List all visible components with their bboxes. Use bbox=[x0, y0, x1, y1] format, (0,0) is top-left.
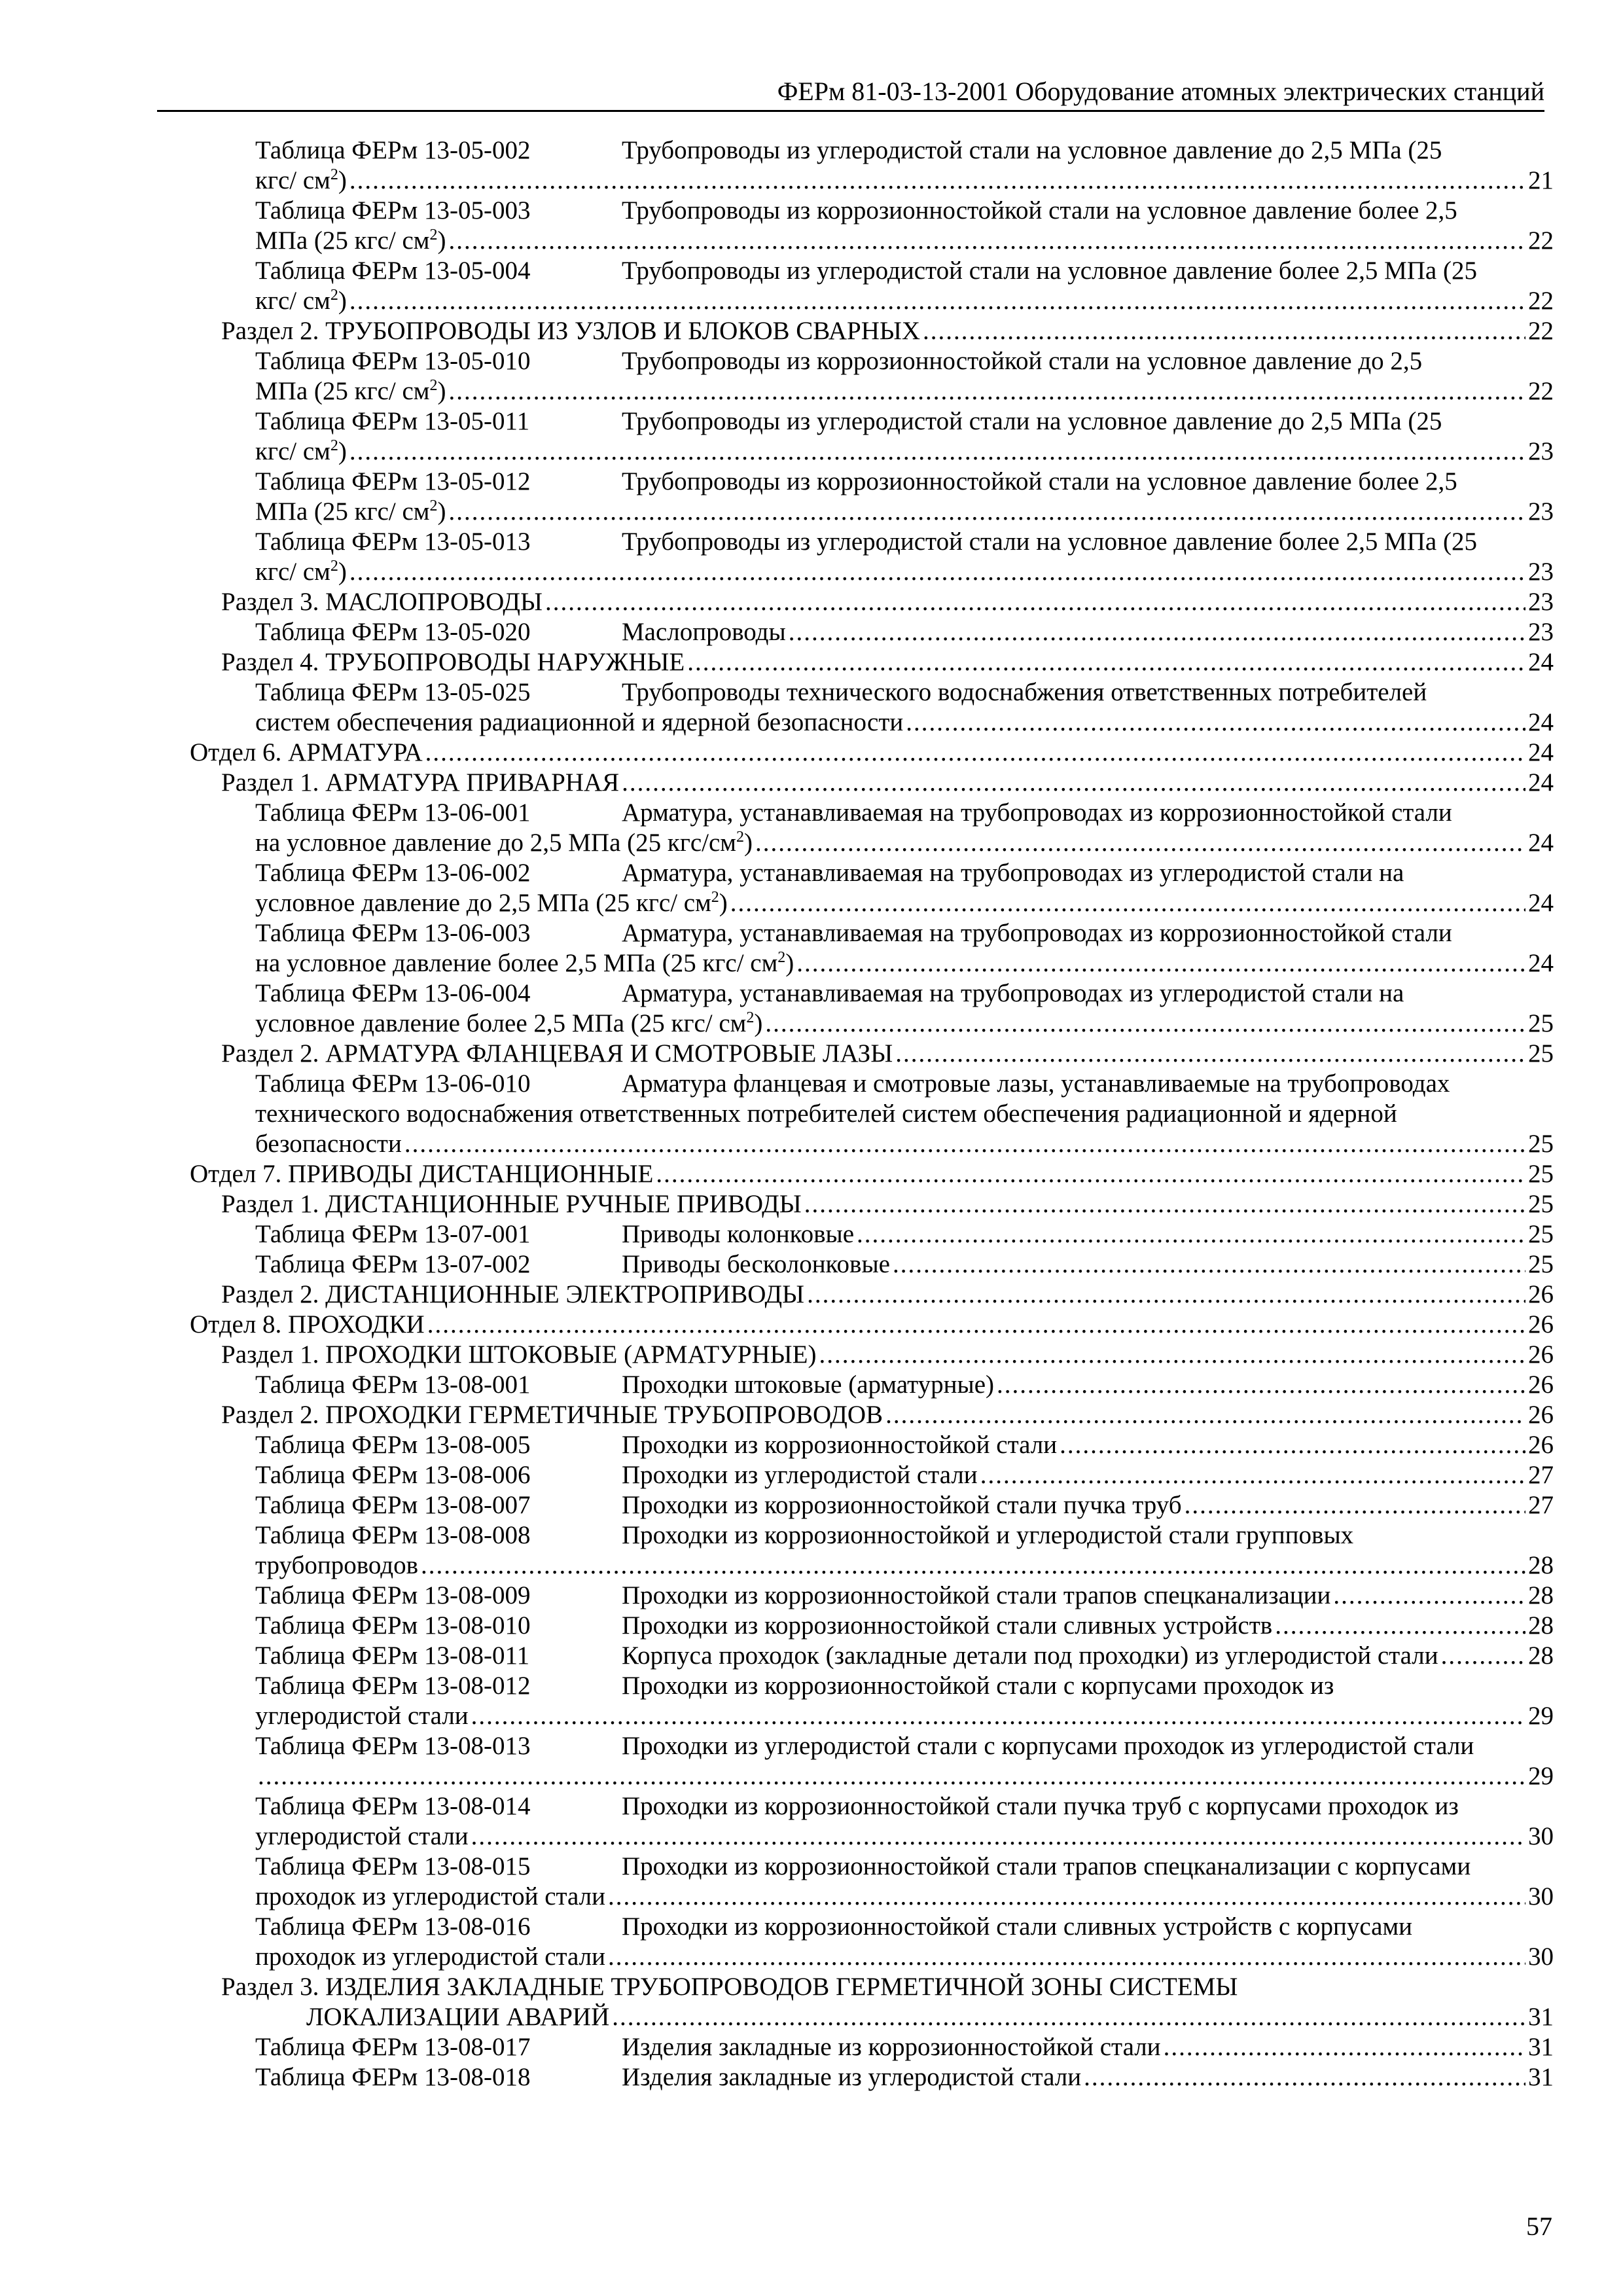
toc-section-entry[interactable] bbox=[190, 1189, 1554, 1219]
toc-leader-line bbox=[221, 1340, 1554, 1370]
toc-entry-text: условное давление более 2,5 МПа (25 кгс/ $см^2$) bbox=[255, 1009, 763, 1037]
toc-entry-text: Маслопроводы bbox=[622, 618, 786, 646]
toc-entry-text: проходок из углеродистой стали bbox=[255, 1882, 606, 1910]
toc-table-entry[interactable] bbox=[190, 1671, 1554, 1731]
toc-entry-text: безопасности bbox=[255, 1130, 402, 1158]
toc-entry-text: на условное давление более 2,5 МПа (25 кгс/ $см^2$) bbox=[255, 949, 794, 977]
toc-entry-text: Проходки штоковые (арматурные) bbox=[622, 1371, 995, 1399]
toc-page-number: 29 bbox=[1528, 1702, 1554, 1730]
dot-leader bbox=[819, 1340, 1525, 1370]
toc-table-entry[interactable] bbox=[190, 1520, 1554, 1581]
toc-page-number: 26 bbox=[1528, 1401, 1554, 1429]
toc-entry-title: Трубопроводы из углеродистой стали на условное давление более 2,5 МПа (25 bbox=[622, 528, 1477, 556]
toc-table-entry[interactable] bbox=[190, 1852, 1554, 1912]
dot-leader bbox=[258, 1761, 1525, 1791]
dot-leader bbox=[1084, 2062, 1525, 2092]
toc-entry-text: Раздел 1. ПРОХОДКИ ШТОКОВЫЕ (АРМАТУРНЫЕ) bbox=[221, 1340, 817, 1369]
toc-table-code: Таблица ФЕРм 13-08-015 bbox=[255, 1852, 531, 1880]
dot-leader bbox=[349, 437, 1525, 467]
dot-leader bbox=[656, 1159, 1525, 1189]
toc-page-number: 26 bbox=[1528, 1310, 1554, 1338]
toc-entry-text: Проходки из углеродистой стали bbox=[622, 1461, 978, 1489]
toc-table-code: Таблица ФЕРм 13-06-004 bbox=[255, 979, 531, 1007]
dot-leader bbox=[980, 1460, 1525, 1490]
dot-leader bbox=[608, 1882, 1525, 1912]
toc-page-number: 28 bbox=[1528, 1551, 1554, 1579]
toc-page-number: 27 bbox=[1528, 1491, 1554, 1519]
toc-table-code: Таблица ФЕРм 13-05-003 bbox=[255, 196, 531, 224]
toc-page-number: 23 bbox=[1528, 558, 1554, 586]
toc-page-number: 25 bbox=[1528, 1190, 1554, 1218]
toc-entry-title: Проходки из коррозионностойкой стали с корпусами проходок из bbox=[622, 1672, 1334, 1700]
toc-page-number: 26 bbox=[1528, 1371, 1554, 1399]
toc-table-entry[interactable] bbox=[190, 2062, 1554, 2092]
toc-entry-text: Проходки из коррозионностойкой стали пучка труб bbox=[622, 1491, 1182, 1519]
toc-page-number: 22 bbox=[1528, 287, 1554, 315]
toc-leader-line bbox=[622, 1581, 1554, 1611]
toc-table-entry[interactable] bbox=[190, 918, 1554, 978]
toc-table-entry[interactable] bbox=[190, 406, 1554, 467]
toc-table-entry[interactable] bbox=[190, 858, 1554, 918]
toc-table-code: Таблица ФЕРм 13-08-012 bbox=[255, 1672, 531, 1700]
dot-leader bbox=[885, 1400, 1525, 1430]
toc-page-number: 22 bbox=[1528, 377, 1554, 405]
toc-page-number: 25 bbox=[1528, 1039, 1554, 1067]
toc-entry-text: Отдел 6. АРМАТУРА bbox=[190, 738, 423, 766]
toc-table-code: Таблица ФЕРм 13-08-013 bbox=[255, 1732, 531, 1760]
toc-entry-title: Трубопроводы из коррозионностойкой стали на условное давление до 2,5 bbox=[622, 347, 1423, 375]
toc-table-entry[interactable] bbox=[190, 1912, 1554, 1972]
toc-page-number: 23 bbox=[1528, 588, 1554, 616]
toc-table-entry[interactable] bbox=[190, 978, 1554, 1039]
dot-leader bbox=[1185, 1490, 1525, 1520]
toc-section-entry[interactable] bbox=[190, 647, 1554, 677]
toc-entry-text: Отдел 7. ПРИВОДЫ ДИСТАНЦИОННЫЕ bbox=[190, 1160, 654, 1188]
toc-table-code: Таблица ФЕРм 13-05-010 bbox=[255, 347, 531, 375]
dot-leader bbox=[687, 647, 1525, 677]
toc-entry-continuation: технического водоснабжения ответственных потребителей систем обеспечения радиационной и ядерной bbox=[255, 1100, 1397, 1128]
toc-entry-text: Раздел 2. ТРУБОПРОВОДЫ ИЗ УЗЛОВ И БЛОКОВ СВАРНЫХ bbox=[221, 317, 921, 345]
toc-table-entry[interactable] bbox=[190, 677, 1554, 738]
toc-page-number: 24 bbox=[1528, 648, 1554, 676]
dot-leader bbox=[857, 1219, 1525, 1249]
toc-entry-title: Проходки из углеродистой стали с корпусами проходок из углеродистой стали bbox=[622, 1732, 1474, 1760]
dot-leader bbox=[612, 2002, 1525, 2032]
toc-entry-text: Раздел 1. ДИСТАНЦИОННЫЕ РУЧНЫЕ ПРИВОДЫ bbox=[221, 1190, 802, 1218]
toc-department-entry[interactable] bbox=[190, 1310, 1554, 1340]
toc-table-code: Таблица ФЕРм 13-05-020 bbox=[255, 618, 531, 646]
toc-table-entry[interactable] bbox=[190, 1791, 1554, 1852]
toc-department-entry[interactable] bbox=[190, 738, 1554, 768]
toc-entry-text: Проходки из коррозионностойкой стали bbox=[622, 1431, 1058, 1459]
toc-table-entry[interactable] bbox=[190, 196, 1554, 256]
toc-page-number: 24 bbox=[1528, 708, 1554, 736]
toc-leader-line bbox=[221, 647, 1554, 677]
toc-entry-text: углеродистой стали bbox=[255, 1822, 469, 1850]
toc-table-code: Таблица ФЕРм 13-08-001 bbox=[255, 1371, 531, 1399]
dot-leader bbox=[425, 738, 1525, 768]
toc-leader-line bbox=[255, 226, 1554, 256]
dot-leader bbox=[807, 1280, 1525, 1310]
toc-page-number: 26 bbox=[1528, 1431, 1554, 1459]
toc-page-number: 28 bbox=[1528, 1581, 1554, 1609]
dot-leader bbox=[1333, 1581, 1525, 1611]
toc-leader-line bbox=[255, 708, 1554, 738]
toc-entry-title: Арматура, устанавливаемая на трубопроводах из коррозионностойкой стали bbox=[622, 919, 1452, 947]
toc-table-code: Таблица ФЕРм 13-08-007 bbox=[255, 1491, 531, 1519]
toc-leader-line bbox=[622, 1641, 1554, 1671]
toc-page-number: 27 bbox=[1528, 1461, 1554, 1489]
toc-section-entry[interactable] bbox=[190, 1340, 1554, 1370]
dot-leader bbox=[622, 768, 1525, 798]
toc-entry-title: Проходки из коррозионностойкой стали пучка труб с корпусами проходок из bbox=[622, 1792, 1459, 1820]
toc-table-code: Таблица ФЕРм 13-08-018 bbox=[255, 2063, 531, 2091]
dot-leader bbox=[608, 1942, 1525, 1972]
toc-table-entry[interactable] bbox=[190, 1611, 1554, 1641]
dot-leader bbox=[789, 617, 1525, 647]
toc-page-number: 25 bbox=[1528, 1160, 1554, 1188]
toc-table-code: Таблица ФЕРм 13-07-002 bbox=[255, 1250, 531, 1278]
toc-table-entry[interactable] bbox=[190, 1731, 1554, 1791]
toc-leader-line bbox=[190, 1159, 1554, 1189]
toc-page-number: 30 bbox=[1528, 1943, 1554, 1971]
toc-table-code: Таблица ФЕРм 13-08-008 bbox=[255, 1521, 531, 1549]
toc-page-number: 28 bbox=[1528, 1611, 1554, 1640]
toc-leader-line bbox=[255, 497, 1554, 527]
toc-table-entry[interactable] bbox=[190, 1219, 1554, 1249]
toc-leader-line bbox=[255, 1009, 1554, 1039]
dot-leader bbox=[349, 557, 1525, 587]
toc-leader-line bbox=[221, 1039, 1554, 1069]
dot-leader bbox=[427, 1310, 1525, 1340]
dot-leader bbox=[997, 1370, 1525, 1400]
toc-table-entry[interactable] bbox=[190, 135, 1554, 196]
dot-leader bbox=[545, 587, 1525, 617]
toc-entry-text: на условное давление до 2,5 МПа (25 кгс/$см^2$) bbox=[255, 829, 753, 857]
toc-leader-line bbox=[190, 738, 1554, 768]
toc-entry-text: ЛОКАЛИЗАЦИИ АВАРИЙ bbox=[306, 2003, 610, 2031]
toc-page-number: 24 bbox=[1528, 949, 1554, 977]
toc-page-number: 22 bbox=[1528, 317, 1554, 345]
toc-entry-text: углеродистой стали bbox=[255, 1702, 469, 1730]
toc-page-number: 30 bbox=[1528, 1882, 1554, 1910]
toc-section-entry[interactable] bbox=[190, 1039, 1554, 1069]
toc-page-number: 25 bbox=[1528, 1009, 1554, 1037]
toc-leader-line bbox=[221, 587, 1554, 617]
toc-entry-text: МПа (25 кгс/ $см^2$) bbox=[255, 497, 446, 526]
toc-leader-line bbox=[255, 1821, 1554, 1852]
toc-page-number: 26 bbox=[1528, 1280, 1554, 1308]
toc-entry-text: кгс/ $см^2$) bbox=[255, 437, 347, 465]
toc-page-number: 28 bbox=[1528, 1641, 1554, 1670]
toc-leader-line bbox=[622, 1611, 1554, 1641]
toc-leader-line bbox=[622, 1490, 1554, 1520]
toc-leader-line bbox=[622, 2032, 1554, 2062]
toc-entry-text: систем обеспечения радиационной и ядерной безопасности bbox=[255, 708, 904, 736]
toc-table-code: Таблица ФЕРм 13-08-010 bbox=[255, 1611, 531, 1640]
toc-table-code: Таблица ФЕРм 13-08-014 bbox=[255, 1792, 531, 1820]
toc-section-entry[interactable] bbox=[190, 1972, 1554, 2032]
toc-leader-line bbox=[255, 1761, 1554, 1791]
toc-table-entry[interactable] bbox=[190, 2032, 1554, 2062]
toc-entry-title: Арматура фланцевая и смотровые лазы, устанавливаемые на трубопроводах bbox=[622, 1069, 1450, 1098]
toc-table-entry[interactable] bbox=[190, 1249, 1554, 1280]
toc-table-entry[interactable] bbox=[190, 1641, 1554, 1671]
toc-section-entry[interactable] bbox=[190, 316, 1554, 346]
toc-table-entry[interactable] bbox=[190, 617, 1554, 647]
toc-table-entry[interactable] bbox=[190, 1069, 1554, 1159]
toc-entry-text: МПа (25 кгс/ $см^2$) bbox=[255, 377, 446, 405]
toc-page-number: 31 bbox=[1528, 2003, 1554, 2031]
toc-section-entry[interactable] bbox=[190, 1400, 1554, 1430]
toc-page-number: 25 bbox=[1528, 1220, 1554, 1248]
dot-leader bbox=[349, 286, 1525, 316]
toc-section-entry[interactable] bbox=[190, 1280, 1554, 1310]
toc-leader-line bbox=[255, 437, 1554, 467]
toc-entry-text: кгс/ $см^2$) bbox=[255, 287, 347, 315]
toc-table-code: Таблица ФЕРм 13-08-017 bbox=[255, 2033, 531, 2061]
dot-leader bbox=[906, 708, 1525, 738]
toc-table-code: Таблица ФЕРм 13-05-004 bbox=[255, 257, 531, 285]
toc-table-code: Таблица ФЕРм 13-08-011 bbox=[255, 1641, 530, 1670]
dot-leader bbox=[804, 1189, 1525, 1219]
dot-leader bbox=[448, 226, 1525, 256]
toc-leader-line bbox=[221, 2002, 1554, 2032]
toc-department-entry[interactable] bbox=[190, 1159, 1554, 1189]
toc-entry-title: Проходки из коррозионностойкой и углеродистой стали групповых bbox=[622, 1521, 1354, 1549]
toc-entry-title: Трубопроводы из углеродистой стали на условное давление до 2,5 МПа (25 bbox=[622, 407, 1442, 435]
toc-leader-line bbox=[255, 1129, 1554, 1159]
toc-entry-text: кгс/ $см^2$) bbox=[255, 558, 347, 586]
dot-leader bbox=[1164, 2032, 1525, 2062]
toc-entry-text: МПа (25 кгс/ $см^2$) bbox=[255, 226, 446, 255]
toc-table-code: Таблица ФЕРм 13-06-002 bbox=[255, 859, 531, 887]
toc-leader-line bbox=[622, 617, 1554, 647]
toc-leader-line bbox=[622, 1219, 1554, 1249]
toc-table-entry[interactable] bbox=[190, 527, 1554, 587]
dot-leader bbox=[895, 1039, 1525, 1069]
toc-leader-line bbox=[622, 2062, 1554, 2092]
toc-page-number: 24 bbox=[1528, 768, 1554, 797]
table-of-contents bbox=[190, 135, 1554, 2092]
toc-section-entry[interactable] bbox=[190, 587, 1554, 617]
toc-entry-title: Трубопроводы из углеродистой стали на условное давление до 2,5 МПа (25 bbox=[622, 136, 1442, 164]
dot-leader bbox=[471, 1701, 1525, 1731]
toc-entry-title: Трубопроводы из коррозионностойкой стали на условное давление более 2,5 bbox=[622, 467, 1457, 495]
toc-entry-text: условное давление до 2,5 МПа (25 кгс/ $см^2$) bbox=[255, 889, 728, 917]
toc-leader-line bbox=[255, 948, 1554, 978]
dot-leader bbox=[448, 376, 1525, 406]
toc-leader-line bbox=[255, 828, 1554, 858]
dot-leader bbox=[755, 828, 1525, 858]
toc-leader-line bbox=[255, 1701, 1554, 1731]
toc-page-number: 30 bbox=[1528, 1822, 1554, 1850]
toc-table-entry[interactable] bbox=[190, 1430, 1554, 1460]
toc-entry-title: Трубопроводы из коррозионностойкой стали на условное давление более 2,5 bbox=[622, 196, 1457, 224]
toc-entry-text: Раздел 3. МАСЛОПРОВОДЫ bbox=[221, 588, 543, 616]
toc-entry-text: Проходки из коррозионностойкой стали сливных устройств bbox=[622, 1611, 1273, 1640]
dot-leader bbox=[730, 888, 1525, 918]
toc-page-number: 31 bbox=[1528, 2033, 1554, 2061]
toc-leader-line bbox=[255, 286, 1554, 316]
toc-table-code: Таблица ФЕРм 13-05-025 bbox=[255, 678, 531, 706]
toc-leader-line bbox=[255, 166, 1554, 196]
toc-table-code: Таблица ФЕРм 13-06-003 bbox=[255, 919, 531, 947]
toc-leader-line bbox=[190, 1310, 1554, 1340]
dot-leader bbox=[1275, 1611, 1525, 1641]
toc-leader-line bbox=[221, 316, 1554, 346]
toc-leader-line bbox=[255, 557, 1554, 587]
toc-leader-line bbox=[221, 1280, 1554, 1310]
toc-page-number: 24 bbox=[1528, 889, 1554, 917]
toc-table-entry[interactable] bbox=[190, 346, 1554, 406]
toc-page-number: 23 bbox=[1528, 618, 1554, 646]
toc-entry-title: Арматура, устанавливаемая на трубопроводах из углеродистой стали на bbox=[622, 859, 1404, 887]
toc-entry-text: Раздел 2. ПРОХОДКИ ГЕРМЕТИЧНЫЕ ТРУБОПРОВОДОВ bbox=[221, 1401, 883, 1429]
dot-leader bbox=[448, 497, 1525, 527]
toc-table-code: Таблица ФЕРм 13-08-009 bbox=[255, 1581, 531, 1609]
toc-leader-line bbox=[622, 1370, 1554, 1400]
toc-entry-title: Проходки из коррозионностойкой стали трапов спецканализации с корпусами bbox=[622, 1852, 1471, 1880]
dot-leader bbox=[404, 1129, 1525, 1159]
toc-entry-text: Раздел 2. ДИСТАНЦИОННЫЕ ЭЛЕКТРОПРИВОДЫ bbox=[221, 1280, 805, 1308]
toc-entry-text: Раздел 4. ТРУБОПРОВОДЫ НАРУЖНЫЕ bbox=[221, 648, 685, 676]
toc-section-entry[interactable] bbox=[190, 768, 1554, 798]
toc-entry-text: Изделия закладные из коррозионностойкой стали bbox=[622, 2033, 1161, 2061]
toc-page-number: 24 bbox=[1528, 738, 1554, 766]
toc-entry-text: кгс/ $см^2$) bbox=[255, 166, 347, 194]
page-number: 57 bbox=[1526, 2212, 1552, 2241]
toc-entry-text: Приводы бесколонковые bbox=[622, 1250, 890, 1278]
toc-table-code: Таблица ФЕРм 13-06-001 bbox=[255, 798, 531, 827]
toc-page-number: 25 bbox=[1528, 1250, 1554, 1278]
toc-leader-line bbox=[221, 768, 1554, 798]
toc-leader-line bbox=[622, 1460, 1554, 1490]
toc-leader-line bbox=[255, 1551, 1554, 1581]
toc-table-entry[interactable] bbox=[190, 1490, 1554, 1520]
toc-leader-line bbox=[255, 888, 1554, 918]
toc-page-number: 24 bbox=[1528, 829, 1554, 857]
dot-leader bbox=[796, 948, 1525, 978]
toc-page-number: 23 bbox=[1528, 437, 1554, 465]
toc-leader-line bbox=[622, 1249, 1554, 1280]
toc-page-number: 26 bbox=[1528, 1340, 1554, 1369]
toc-entry-text: Приводы колонковые bbox=[622, 1220, 855, 1248]
toc-table-code: Таблица ФЕРм 13-05-002 bbox=[255, 136, 531, 164]
toc-entry-title: Проходки из коррозионностойкой стали сливных устройств с корпусами bbox=[622, 1912, 1412, 1941]
dot-leader bbox=[765, 1009, 1525, 1039]
dot-leader bbox=[923, 316, 1525, 346]
toc-page-number: 21 bbox=[1528, 166, 1554, 194]
toc-table-code: Таблица ФЕРм 13-08-016 bbox=[255, 1912, 531, 1941]
toc-leader-line bbox=[255, 1882, 1554, 1912]
toc-page-number: 29 bbox=[1528, 1762, 1554, 1790]
toc-leader-line bbox=[221, 1189, 1554, 1219]
toc-table-code: Таблица ФЕРм 13-07-001 bbox=[255, 1220, 531, 1248]
toc-page-number: 23 bbox=[1528, 497, 1554, 526]
toc-table-entry[interactable] bbox=[190, 798, 1554, 858]
dot-leader bbox=[1441, 1641, 1525, 1671]
toc-entry-text: Отдел 8. ПРОХОДКИ bbox=[190, 1310, 425, 1338]
toc-table-code: Таблица ФЕРм 13-06-010 bbox=[255, 1069, 531, 1098]
toc-entry-text: Корпуса проходок (закладные детали под проходки) из углеродистой стали bbox=[622, 1641, 1438, 1670]
toc-entry-text: Изделия закладные из углеродистой стали bbox=[622, 2063, 1082, 2091]
toc-entry-title: Трубопроводы технического водоснабжения ответственных потребителей bbox=[622, 678, 1427, 706]
toc-page-number: 31 bbox=[1528, 2063, 1554, 2091]
toc-entry-text: Проходки из коррозионностойкой стали трапов спецканализации bbox=[622, 1581, 1331, 1609]
toc-entry-title: Арматура, устанавливаемая на трубопроводах из коррозионностойкой стали bbox=[622, 798, 1452, 827]
toc-page-number: 25 bbox=[1528, 1130, 1554, 1158]
toc-entry-text: Раздел 1. АРМАТУРА ПРИВАРНАЯ bbox=[221, 768, 620, 797]
toc-table-code: Таблица ФЕРм 13-05-013 bbox=[255, 528, 531, 556]
dot-leader bbox=[1060, 1430, 1525, 1460]
toc-entry-text: проходок из углеродистой стали bbox=[255, 1943, 606, 1971]
toc-table-code: Таблица ФЕРм 13-05-012 bbox=[255, 467, 531, 495]
toc-leader-line bbox=[622, 1430, 1554, 1460]
toc-entry-text: трубопроводов bbox=[255, 1551, 418, 1579]
toc-entry-text: Раздел 2. АРМАТУРА ФЛАНЦЕВАЯ И СМОТРОВЫЕ ЛАЗЫ bbox=[221, 1039, 893, 1067]
dot-leader bbox=[421, 1551, 1525, 1581]
toc-table-entry[interactable] bbox=[190, 256, 1554, 316]
toc-table-entry[interactable] bbox=[190, 1460, 1554, 1490]
dot-leader bbox=[893, 1249, 1525, 1280]
toc-leader-line bbox=[255, 1942, 1554, 1972]
toc-table-entry[interactable] bbox=[190, 1581, 1554, 1611]
toc-entry-title: Арматура, устанавливаемая на трубопроводах из углеродистой стали на bbox=[622, 979, 1404, 1007]
toc-table-code: Таблица ФЕРм 13-08-006 bbox=[255, 1461, 531, 1489]
running-header: ФЕРм 81-03-13-2001 Оборудование атомных электрических станций bbox=[157, 73, 1544, 112]
toc-page-number: 22 bbox=[1528, 226, 1554, 255]
toc-entry-title: Трубопроводы из углеродистой стали на условное давление более 2,5 МПа (25 bbox=[622, 257, 1477, 285]
toc-table-entry[interactable] bbox=[190, 1370, 1554, 1400]
dot-leader bbox=[349, 166, 1525, 196]
toc-table-entry[interactable] bbox=[190, 467, 1554, 527]
dot-leader bbox=[471, 1821, 1525, 1852]
toc-leader-line bbox=[255, 376, 1554, 406]
toc-table-code: Таблица ФЕРм 13-08-005 bbox=[255, 1431, 531, 1459]
toc-table-code: Таблица ФЕРм 13-05-011 bbox=[255, 407, 530, 435]
toc-section-title: Раздел 3. ИЗДЕЛИЯ ЗАКЛАДНЫЕ ТРУБОПРОВОДОВ ГЕРМЕТИЧНОЙ ЗОНЫ СИСТЕМЫ bbox=[221, 1973, 1238, 2001]
toc-leader-line bbox=[221, 1400, 1554, 1430]
